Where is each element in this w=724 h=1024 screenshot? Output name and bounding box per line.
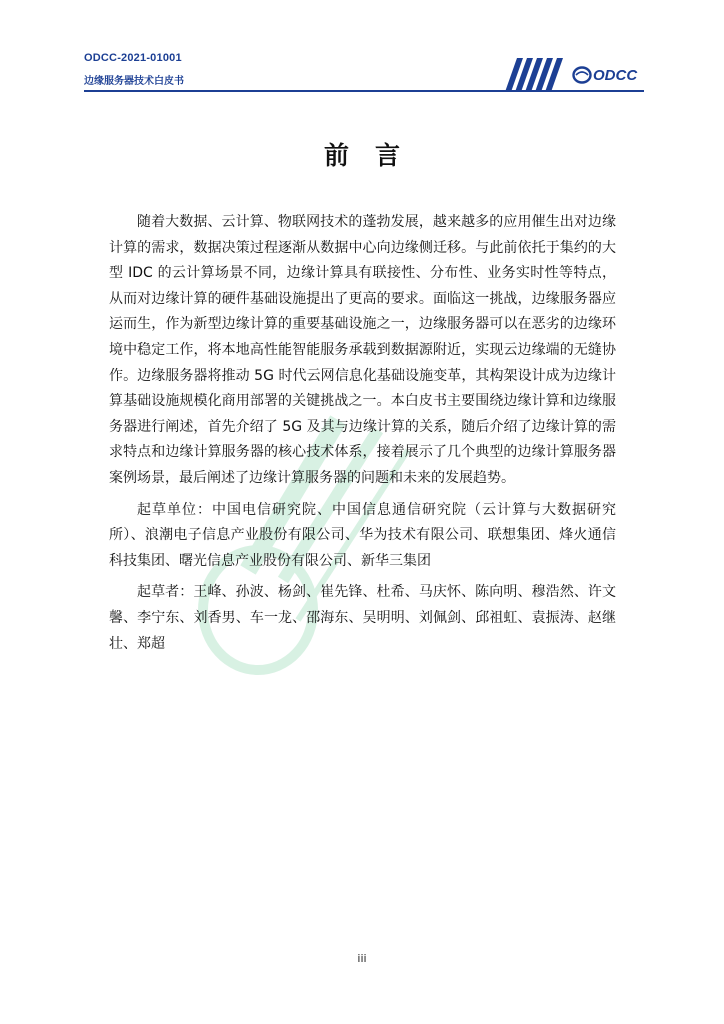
page-header [0, 0, 724, 96]
preface-body [109, 210, 616, 663]
doc-code: ODCC-2021-01001 [84, 52, 182, 64]
header-stripes-decoration [505, 58, 565, 92]
drafters-paragraph: 起草者：王峰、孙波、杨剑、崔先锋、杜希、马庆怀、陈向明、穆浩然、许文馨、李宁东、刘香男、车一龙、邵海东、吴明明、刘佩剑、邱祖虹、袁振涛、赵继壮、郑超 [109, 584, 616, 652]
odcc-logo-text: ODCC [593, 67, 638, 84]
page-number: iii [357, 952, 367, 965]
odcc-logo [572, 64, 644, 86]
drafting-units-paragraph: 起草单位：中国电信研究院、中国信息通信研究院（云计算与大数据研究所）、浪潮电子信息产业股份有限公司、华为技术有限公司、联想集团、烽火通信科技集团、曙光信息产业股份有限公司、新华三集团 [109, 501, 616, 569]
intro-paragraph: 随着大数据、云计算、物联网技术的蓬勃发展，越来越多的应用催生出对边缘计算的需求，数据决策过程逐渐从数据中心向边缘侧迁移。与此前依托于集约的大型 IDC 的云计算场景不同，边缘计算具有联接性、分布性、业务实时性等特点，从而对边缘计算的硬件基础设施提出了更高的要求。面临这一挑战，边缘服务器应运而生，作为新型边缘计算的重要基础设施之一，边缘服务器可以在恶劣的边缘环境中稳定工作，将本地高性能智能服务承载到数据源附近，实现云边缘端的无缝协作。边缘服务器将推动 5G 时代云网信息化基础设施变革，其构架设计成为边缘计算基础设施规模化商用部署的关键挑战之一。本白皮书主要围绕边缘计算和边缘服务器进行阐述，首先介绍了 5G 及其与边缘计算的关系，随后介绍了边缘计算的需求特点和边缘计算服务器的核心技术体系，接着展示了几个典型的边缘计算服务器案例场景，最后阐述了边缘计算服务器的问题和未来的发展趋势。 [109, 214, 616, 486]
doc-title: 边缘服务器技术白皮书 [84, 76, 184, 87]
page-title: 前言 [323, 141, 426, 170]
odcc-logo-icon [572, 66, 592, 84]
